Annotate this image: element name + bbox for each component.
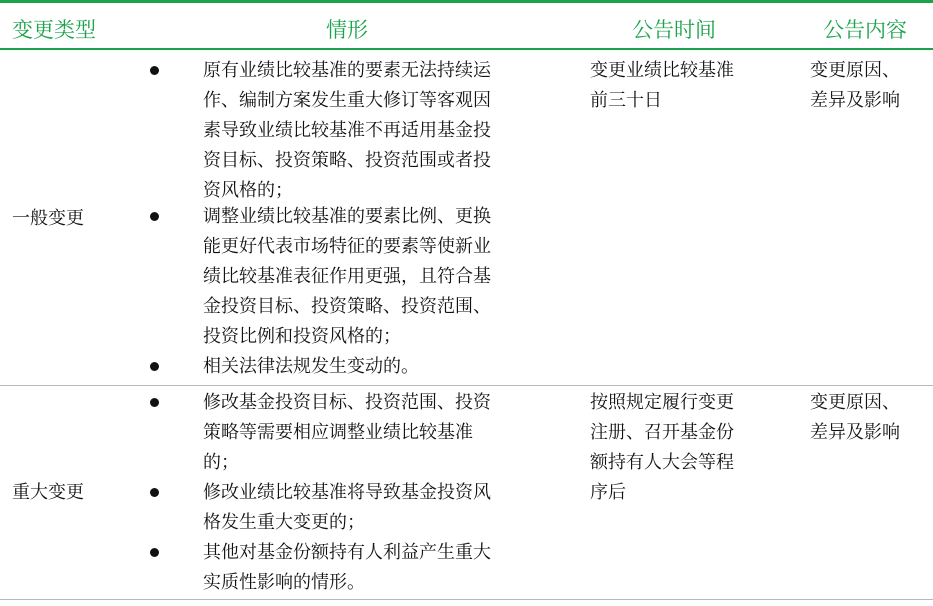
bullet-icon [150, 398, 159, 407]
header-bottom-border [0, 48, 933, 50]
table-bottom-border [0, 599, 933, 600]
header-change-type: 变更类型 [12, 18, 96, 42]
major-situation-2: 修改业绩比较基准将导致基金投资风 格发生重大变更的； [203, 482, 491, 533]
general-situation-3: 相关法律法规发生变动的。 [203, 356, 419, 377]
general-situation-1: 原有业绩比较基准的要素无法持续运 作、编制方案发生重大修订等客观因 素导致业绩比较基准不再适用基金投 资目标、投资策略、投资范围或者投 资风格的； [203, 60, 491, 201]
bullet-icon [150, 548, 159, 557]
header-announcement-time: 公告时间 [632, 18, 716, 42]
bullet-icon [150, 362, 159, 371]
bullet-icon [150, 66, 159, 75]
major-situation-3: 其他对基金份额持有人利益产生重大 实质性影响的情形。 [203, 542, 491, 593]
general-announcement-content: 变更原因、 差异及影响 [810, 60, 900, 111]
header-announcement-content: 公告内容 [823, 18, 907, 42]
table-top-border [0, 0, 933, 3]
bullet-icon [150, 488, 159, 497]
row-general-change-type: 一般变更 [12, 208, 84, 229]
general-announcement-time: 变更业绩比较基准 前三十日 [590, 60, 734, 111]
header-situation: 情形 [326, 18, 368, 42]
general-situation-2: 调整业绩比较基准的要素比例、更换 能更好代表市场特征的要素等使新业 绩比较基准表征作用更强，且符合基 金投资目标、投资策略、投资范围、 投资比例和投资风格的； [203, 206, 491, 347]
row-major-change-type: 重大变更 [12, 482, 84, 503]
major-announcement-time: 按照规定履行变更 注册、召开基金份 额持有人大会等程 序后 [590, 392, 734, 503]
major-announcement-content: 变更原因、 差异及影响 [810, 392, 900, 443]
row-separator [0, 385, 933, 386]
bullet-icon [150, 212, 159, 221]
major-situation-1: 修改基金投资目标、投资范围、投资 策略等需要相应调整业绩比较基准 的； [203, 392, 491, 473]
